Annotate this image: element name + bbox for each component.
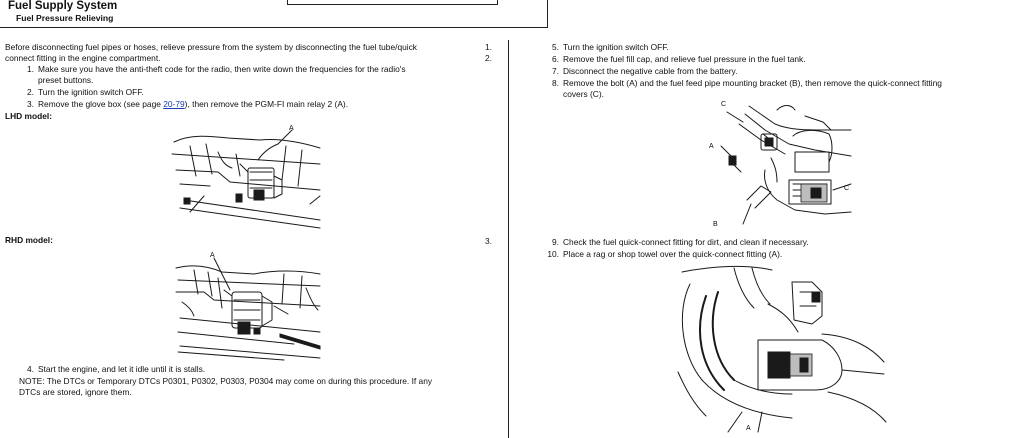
step-8 [545,78,942,89]
lhd-model-label: LHD model: [5,111,52,121]
fitting-connector-shading [768,352,790,378]
callout-b: B [713,221,718,228]
step-number: 5. [552,42,559,52]
step-text: Start the engine, and let it idle until it is stalls. [38,364,206,374]
mount-bolt-shading [184,198,190,204]
step-number: 2. [27,87,34,97]
intro-line-1: Before disconnecting fuel pipes or hoses, relieve pressure from the system by disconnecting the fuel tube/quick [5,42,417,52]
note-line-2: DTCs are stored, ignore them. [19,387,132,397]
page-title: Fuel Supply System [8,0,118,12]
step-1 [20,64,406,75]
bolt-shading [812,292,820,302]
note-line-1: NOTE: The DTCs or Temporary DTCs P0301, P0302, P0303, P0304 may come on during this procedure. If any [19,376,433,386]
page-link-20-79[interactable]: 20-79 [163,99,185,109]
header-inner-box [287,0,498,5]
callout-a-rhd: A [210,252,215,259]
intro-line-2: connect fitting in the engine compartment. [5,53,161,63]
relay-connector-shading [254,190,264,200]
step-number: 1. [27,64,34,74]
step-5 [545,42,669,53]
fitting-clip-shading [800,358,808,372]
step-text: Turn the ignition switch OFF. [38,87,144,97]
margin-number-2: 2. [485,53,492,63]
relay-bracket-shading [236,194,242,202]
step-text: Turn the ignition switch OFF. [563,42,669,52]
bolt-shading [729,156,736,165]
callout-a: A [709,143,714,150]
rhd-model-label: RHD model: [5,235,53,245]
margin-number-1: 1. [485,42,492,52]
step-number: 9. [552,237,559,247]
step-text: Disconnect the negative cable from the battery. [563,66,738,76]
margin-number-3: 3. [485,236,492,246]
callout-c-right: C [844,185,850,192]
step-text: Remove the fuel fill cap, and relieve fuel pressure in the fuel tank. [563,54,806,64]
step-text: Place a rag or shop towel over the quick-connect fitting (A). [563,249,783,259]
relay-bracket-shading [254,328,260,334]
step-4 [20,364,205,375]
step-number: 6. [552,54,559,64]
step-6 [545,54,806,65]
column-divider [508,40,509,438]
lhd-relay-illustration [170,124,325,234]
step-text-after: ), then remove the PGM-FI main relay 2 (A). [184,99,349,109]
step-10 [545,249,782,260]
step-2 [20,87,144,98]
callout-a-lhd: A [289,125,294,132]
step-text-before: Remove the glove box (see page [38,99,164,109]
fitting-shading [811,188,821,198]
step-9 [545,237,809,248]
step-number: 7. [552,66,559,76]
dash-edge-shading [280,334,320,349]
step-number: 3. [27,99,34,109]
callout-a: A [746,425,751,432]
step-text: Make sure you have the anti-theft code for the radio, then write down the frequencies for the radio's [38,64,406,74]
step-7 [545,66,737,77]
rag-quick-connect-illustration [672,262,888,436]
step-8-continued: covers (C). [563,89,604,99]
relay-connector-shading [238,322,250,334]
step-1-continued: preset buttons. [38,75,94,85]
rhd-relay-illustration [174,248,324,360]
cover-upper-shading [765,138,773,146]
step-text: Remove the bolt (A) and the fuel feed pipe mounting bracket (B), then remove the quick-connect fitting [563,78,942,88]
step-number: 4. [27,364,34,374]
step-number: 10. [547,249,559,259]
step-text: Check the fuel quick-connect fitting for dirt, and clean if necessary. [563,237,809,247]
step-3 [20,99,348,110]
quick-connect-covers-illustration [705,100,855,233]
page-subtitle: Fuel Pressure Relieving [16,13,114,23]
callout-c-top: C [721,101,727,108]
step-number: 8. [552,78,559,88]
